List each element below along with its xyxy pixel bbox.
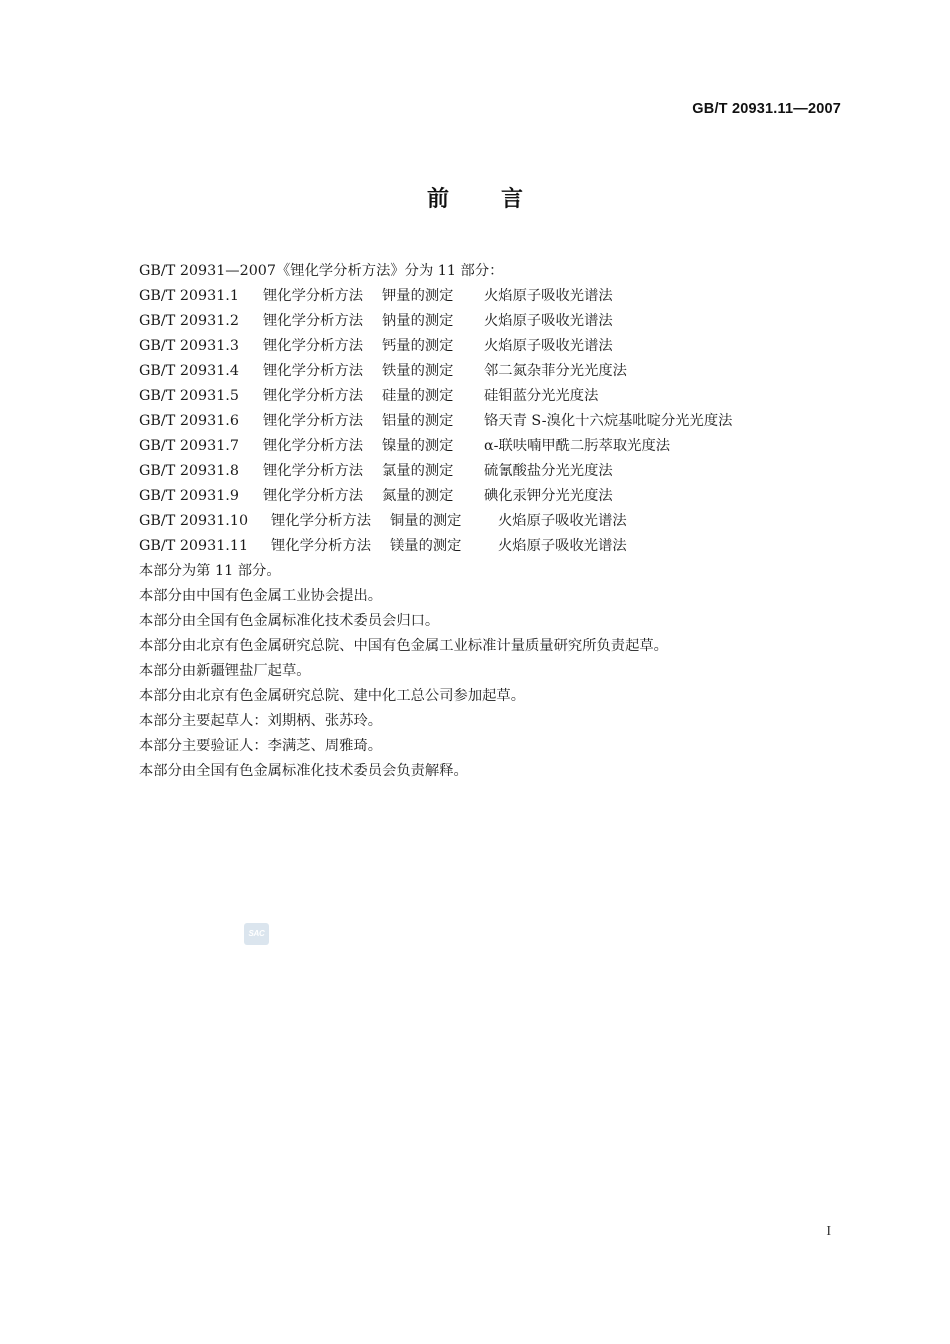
part-method: 火焰原子吸收光谱法: [484, 313, 613, 329]
part-item: 铝量的测定: [382, 413, 454, 429]
part-code: GB/T 20931.5: [139, 388, 239, 404]
part-item: 氮量的测定: [382, 488, 454, 504]
part-item: 钙量的测定: [382, 338, 454, 354]
part-code: GB/T 20931.1: [139, 288, 239, 304]
paragraph: 本部分由全国有色金属标准化技术委员会负责解释。: [139, 763, 468, 779]
list-item: [139, 359, 859, 384]
part-method: 硅钼蓝分光光度法: [484, 388, 599, 404]
list-item: [139, 434, 859, 459]
part-code: GB/T 20931.3: [139, 338, 239, 354]
list-item: [139, 284, 859, 309]
part-method: α-联呋喃甲酰二肟萃取光度法: [484, 438, 671, 454]
part-method: 铬天青 S-溴化十六烷基吡啶分光光度法: [484, 413, 733, 429]
part-item: 氯量的测定: [382, 463, 454, 479]
paragraph: 本部分主要验证人：李满芝、周雅琦。: [139, 738, 383, 754]
list-item: [139, 334, 859, 359]
paragraph: 本部分由全国有色金属标准化技术委员会归口。: [139, 613, 440, 629]
part-code: GB/T 20931.11: [139, 538, 249, 554]
part-item: 铜量的测定: [390, 513, 462, 529]
page-number: I: [826, 1224, 831, 1239]
list-item: [139, 309, 859, 334]
part-series: 锂化学分析方法: [263, 413, 364, 429]
part-item: 钠量的测定: [382, 313, 454, 329]
part-method: 火焰原子吸收光谱法: [498, 513, 627, 529]
list-item: [139, 484, 859, 509]
part-series: 锂化学分析方法: [271, 538, 372, 554]
list-item: [139, 384, 859, 409]
paragraph: 本部分由新疆锂盐厂起草。: [139, 663, 311, 679]
part-code: GB/T 20931.9: [139, 488, 239, 504]
list-item: [139, 509, 859, 534]
part-code: GB/T 20931.10: [139, 513, 249, 529]
part-series: 锂化学分析方法: [263, 488, 364, 504]
paragraph: 本部分主要起草人：刘期柄、张苏玲。: [139, 713, 383, 729]
list-item: [139, 459, 859, 484]
paragraph: 本部分由北京有色金属研究总院、中国有色金属工业标准计量质量研究所负责起草。: [139, 638, 668, 654]
part-series: 锂化学分析方法: [263, 288, 364, 304]
part-series: 锂化学分析方法: [263, 313, 364, 329]
page-title: 前言: [426, 187, 575, 212]
part-method: 火焰原子吸收光谱法: [484, 288, 613, 304]
part-series: 锂化学分析方法: [271, 513, 372, 529]
part-method: 火焰原子吸收光谱法: [484, 338, 613, 354]
part-code: GB/T 20931.8: [139, 463, 239, 479]
part-item: 铁量的测定: [382, 363, 454, 379]
part-item: 硅量的测定: [382, 388, 454, 404]
paragraph: 本部分由北京有色金属研究总院、建中化工总公司参加起草。: [139, 688, 526, 704]
intro-line: GB/T 20931—2007《锂化学分析方法》分为 11 部分：: [139, 263, 504, 279]
paragraph: 本部分为第 11 部分。: [139, 563, 281, 579]
standard-number: GB/T 20931.11—2007: [692, 101, 841, 117]
part-method: 碘化汞钾分光光度法: [484, 488, 613, 504]
part-series: 锂化学分析方法: [263, 388, 364, 404]
part-code: GB/T 20931.7: [139, 438, 239, 454]
part-code: GB/T 20931.6: [139, 413, 239, 429]
part-series: 锂化学分析方法: [263, 463, 364, 479]
part-method: 火焰原子吸收光谱法: [498, 538, 627, 554]
part-code: GB/T 20931.2: [139, 313, 239, 329]
list-item: [139, 409, 859, 434]
sac-watermark-logo: SAC: [244, 923, 269, 945]
part-method: 邻二氮杂菲分光光度法: [484, 363, 627, 379]
part-series: 锂化学分析方法: [263, 338, 364, 354]
part-code: GB/T 20931.4: [139, 363, 239, 379]
part-item: 镍量的测定: [382, 438, 454, 454]
part-series: 锂化学分析方法: [263, 363, 364, 379]
part-series: 锂化学分析方法: [263, 438, 364, 454]
document-body: [139, 259, 859, 784]
list-item: [139, 534, 859, 559]
part-item: 钾量的测定: [382, 288, 454, 304]
part-method: 硫氰酸盐分光光度法: [484, 463, 613, 479]
paragraph: 本部分由中国有色金属工业协会提出。: [139, 588, 383, 604]
part-item: 镁量的测定: [390, 538, 462, 554]
